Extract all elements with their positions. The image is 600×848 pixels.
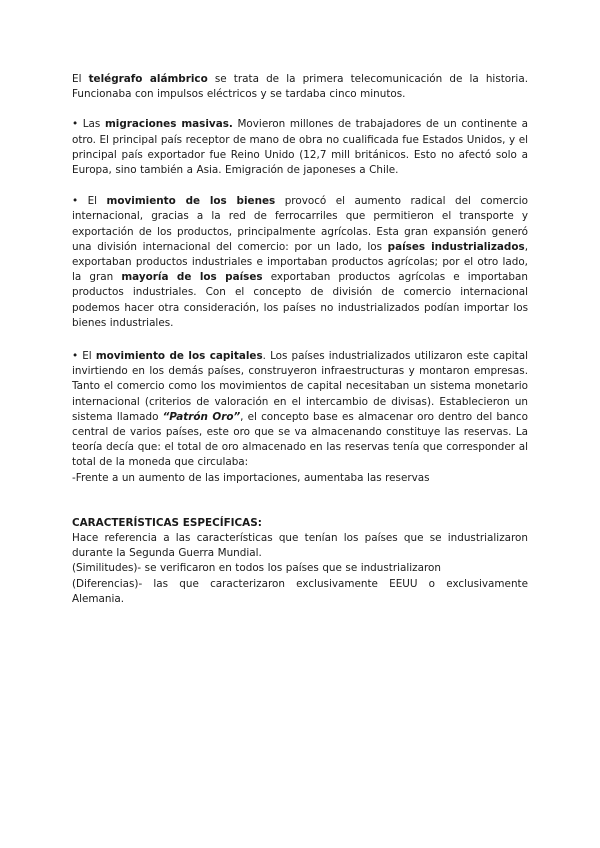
text: . Los países industrializados utilizaron este capital invirtiendo en los demás países, construyeron infraestructuras y montaron empresas. Tanto el comercio como los movimientos de capital necesitaban un sistema monetario internacional (criterios de valoración en el intercambio de divisas). Establecieron un sistema llamado bbox=[72, 350, 528, 423]
text: se trata de la primera telecomunicación de la historia. Funcionaba con impulsos eléctricos y se tardaba cinco minutos. bbox=[72, 73, 528, 101]
section-line-intro: Hace referencia a las características que tenían los países que se industrializaron durante la Segunda Guerra Mundial. bbox=[72, 532, 528, 560]
term-industrializados: países industrializados bbox=[387, 240, 525, 253]
text: Movieron millones de trabajadores de un continente a otro. El principal país receptor de mano de obra no cualificada fue Estados Unidos, y el principal país exportador fue Reino Unido (12,7 mill británicos. Esto no afectó solo a Europa, sino también a Asia. Emigración de japoneses a Chile. bbox=[72, 118, 528, 177]
paragraph-bienes bbox=[72, 194, 528, 331]
term-bienes: movimiento de los bienes bbox=[106, 195, 276, 208]
section-line-similitudes: (Similitudes)- se verificaron en todos los países que se industrializaron bbox=[72, 562, 441, 575]
bullet-text: • El bbox=[72, 195, 107, 208]
section-line-diferencias: (Diferencias)- las que caracterizaron exclusivamente EEUU o exclusivamente Alemania. bbox=[72, 577, 528, 605]
text: exportaban productos agrícolas e importaban productos industriales. Con el concepto de división de comercio internacional podemos hacer otra consideración, los países no industrializados podían importar los bienes industriales. bbox=[72, 271, 528, 329]
bullet-text: • El bbox=[72, 350, 96, 363]
paragraph-telegrafo bbox=[72, 72, 528, 102]
section-heading: CARACTERÍSTICAS ESPECÍFICAS: bbox=[72, 516, 262, 529]
text: , exportaban productos industriales e importaban productos agrícolas; por el otro lado, la gran bbox=[72, 240, 528, 284]
text: El bbox=[72, 73, 89, 85]
term-migraciones: migraciones masivas. bbox=[104, 118, 233, 131]
term-patron-oro: “Patrón Oro” bbox=[162, 410, 241, 423]
paragraph-capitales bbox=[72, 349, 528, 471]
bullet-text: • Las bbox=[72, 118, 105, 131]
term-capitales: movimiento de los capitales bbox=[95, 350, 263, 363]
term-telegrafo: telégrafo alámbrico bbox=[88, 73, 208, 85]
text: provocó el aumento radical del comercio internacional, gracias a la red de ferrocarriles que permitieron el transporte y exportación de los productos, principalmente agrícolas. Esta gran expansión generó una división internacional del comercio: por un lado, los bbox=[72, 195, 528, 253]
line-importaciones: -Frente a un aumento de las importaciones, aumentaba las reservas bbox=[72, 471, 430, 484]
term-mayoria: mayoría de los países bbox=[121, 271, 263, 284]
paragraph-migraciones bbox=[72, 117, 528, 178]
text: , el concepto base es almacenar oro dentro del banco central de varios países, este oro que se va almacenando constituye las reservas. La teoría decía que: el total de oro almacenado en las reservas tenía que corresponder al total de la moneda que circulaba: bbox=[72, 410, 528, 469]
